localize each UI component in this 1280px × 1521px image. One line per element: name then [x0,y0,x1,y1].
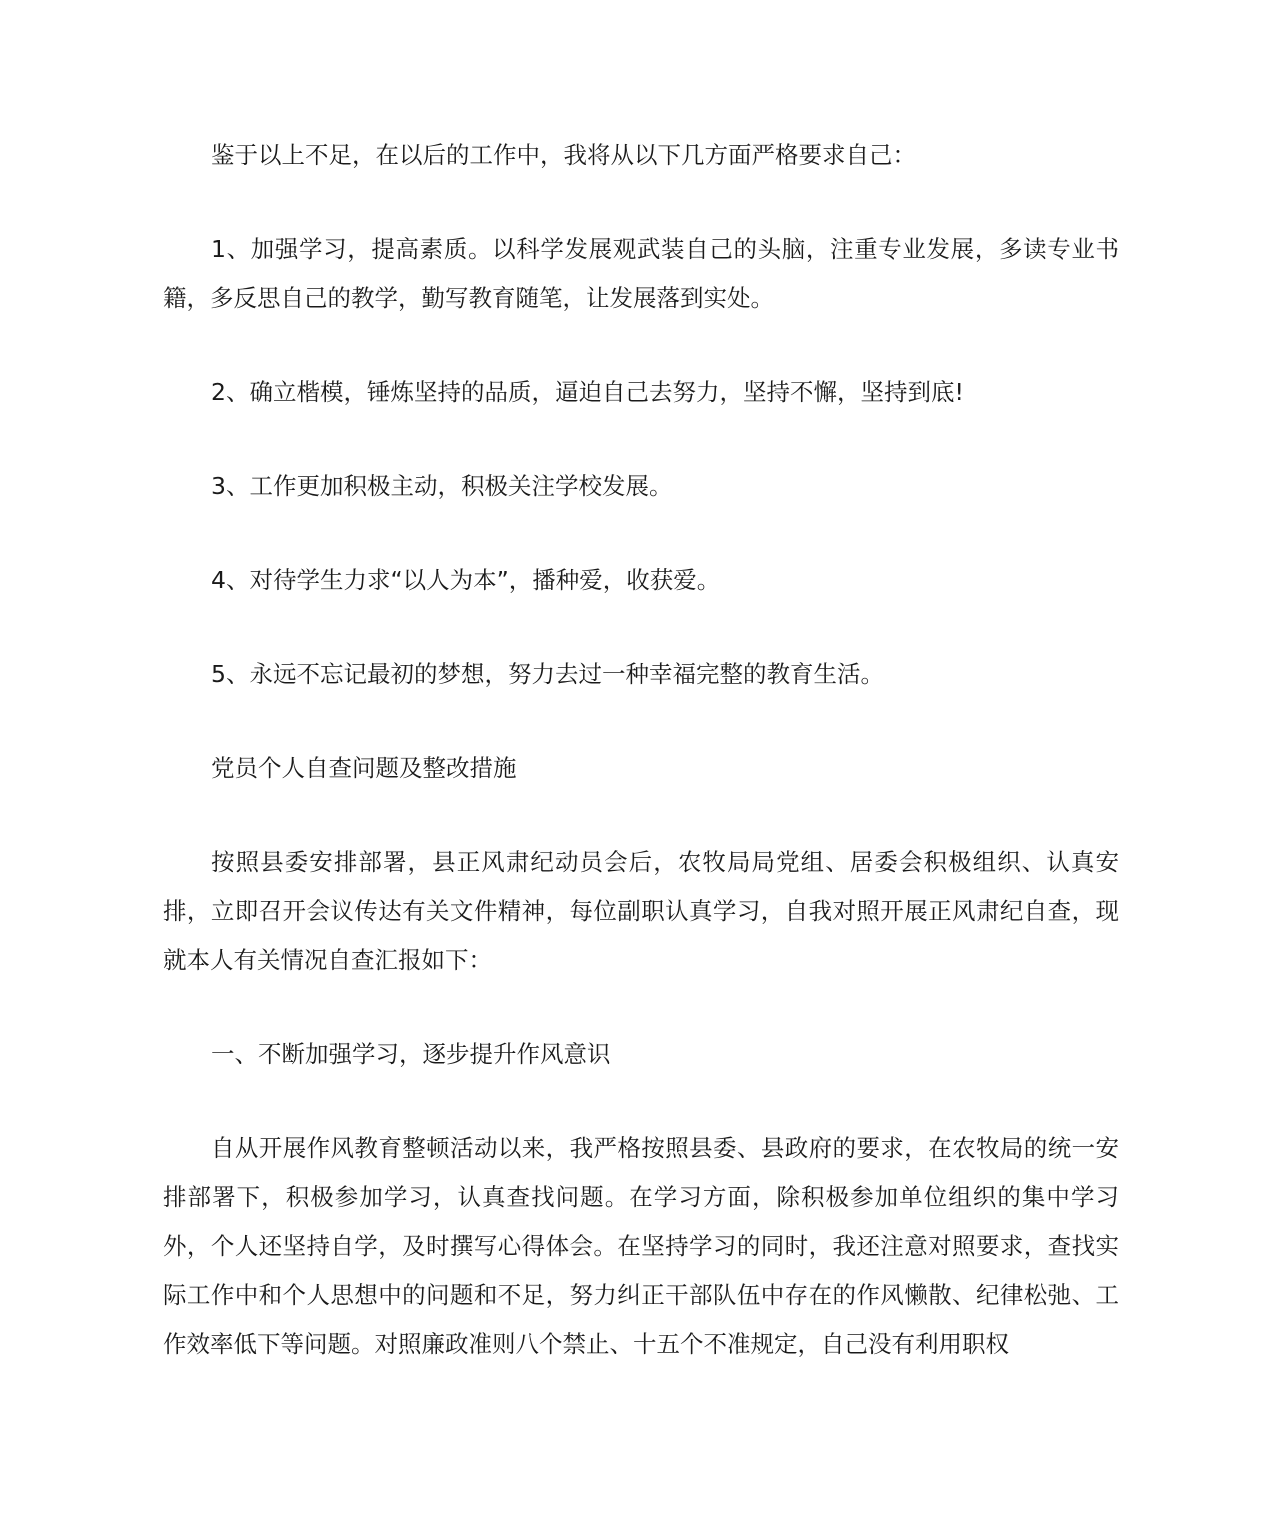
paragraph-item-1: 1、加强学习，提高素质。以科学发展观武装自己的头脑，注重专业发展，多读专业书籍，多反思自己的教学，勤写教育随笔，让发展落到实处。 [163,235,1119,312]
section-heading-1: 一、不断加强学习，逐步提升作风意识 [211,1040,611,1068]
paragraph-section-1-body: 自从开展作风教育整顿活动以来，我严格按照县委、县政府的要求，在农牧局的统一安排部署下，积极参加学习，认真查找问题。在学习方面，除积极参加单位组织的集中学习外，个人还坚持自学，及时撰写心得体会。在坚持学习的同时，我还注意对照要求，查找实际工作中和个人思想中的问题和不足，努力纠正干部队伍中存在的作风懒散、纪律松弛、工作效率低下等问题。对照廉政准则八个禁止、十五个不准规定，自己没有利用职权 [163,1134,1119,1358]
section-title: 党员个人自查问题及整改措施 [211,754,517,782]
paragraph-item-2: 2、确立楷模，锤炼坚持的品质，逼迫自己去努力，坚持不懈，坚持到底! [211,378,964,406]
paragraph-item-3: 3、工作更加积极主动，积极关注学校发展。 [211,472,673,500]
paragraph-report-intro: 按照县委安排部署，县正风肃纪动员会后，农牧局局党组、居委会积极组织、认真安排，立即召开会议传达有关文件精神，每位副职认真学习，自我对照开展正风肃纪自查，现就本人有关情况自查汇报如下： [163,848,1119,974]
paragraph-item-4: 4、对待学生力求“以人为本”，播种爱，收获爱。 [211,566,721,594]
paragraph-item-5: 5、永远不忘记最初的梦想，努力去过一种幸福完整的教育生活。 [211,660,884,688]
paragraph-intro: 鉴于以上不足，在以后的工作中，我将从以下几方面严格要求自己： [211,141,916,169]
document-body [163,131,1119,1369]
